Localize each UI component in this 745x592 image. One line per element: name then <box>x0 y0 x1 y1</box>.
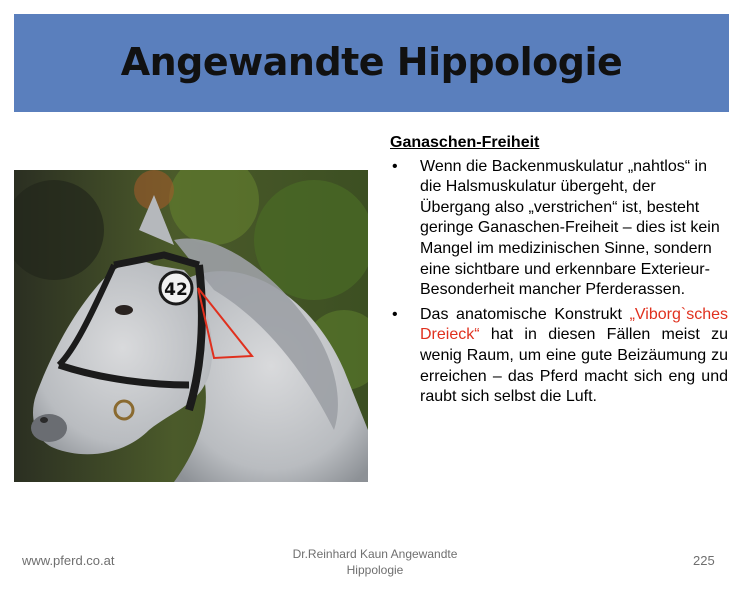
bullet-dot: • <box>392 157 398 175</box>
footer-page-number: 225 <box>693 553 715 568</box>
bullet-item-1 <box>390 157 728 301</box>
bullet-text-1: Wenn die Backenmuskulatur „nahtlos“ in die Halsmuskulatur übergeht, der Übergang also „verstrichen“ ist, besteht geringe Ganaschen-Freiheit – dies ist kein Mangel im medizinischen Sinne, sondern eine sichtbare und erkennbare Exterieur-Besonderheit mancher Pferderassen. <box>420 157 720 299</box>
bullet-list <box>390 157 728 408</box>
bullet-text-2a: Das anatomische Konstrukt <box>420 305 630 323</box>
horse-illustration <box>14 170 368 482</box>
bullet-item-2 <box>390 305 728 408</box>
slide-title: Angewandte Hippologie <box>120 40 623 84</box>
bullet-dot: • <box>392 305 398 323</box>
footer-author: Dr.Reinhard Kaun Angewandte Hippologie <box>292 547 458 577</box>
viborg-highlight: „Viborg`sches Dreieck“ <box>420 305 728 344</box>
title-bar <box>14 14 729 112</box>
horse-photo <box>14 170 368 482</box>
bib-number: 42 <box>164 280 188 300</box>
footer-website: www.pferd.co.at <box>22 553 115 568</box>
content-text <box>390 133 728 412</box>
bullet-text-2b: hat in diesen Fällen meist zu wenig Raum, um eine gute Beizäumung zu erreichen – das Pferd macht sich eng und raubt sich selbst die Luft. <box>420 326 728 406</box>
section-heading: Ganaschen-Freiheit <box>390 134 540 151</box>
